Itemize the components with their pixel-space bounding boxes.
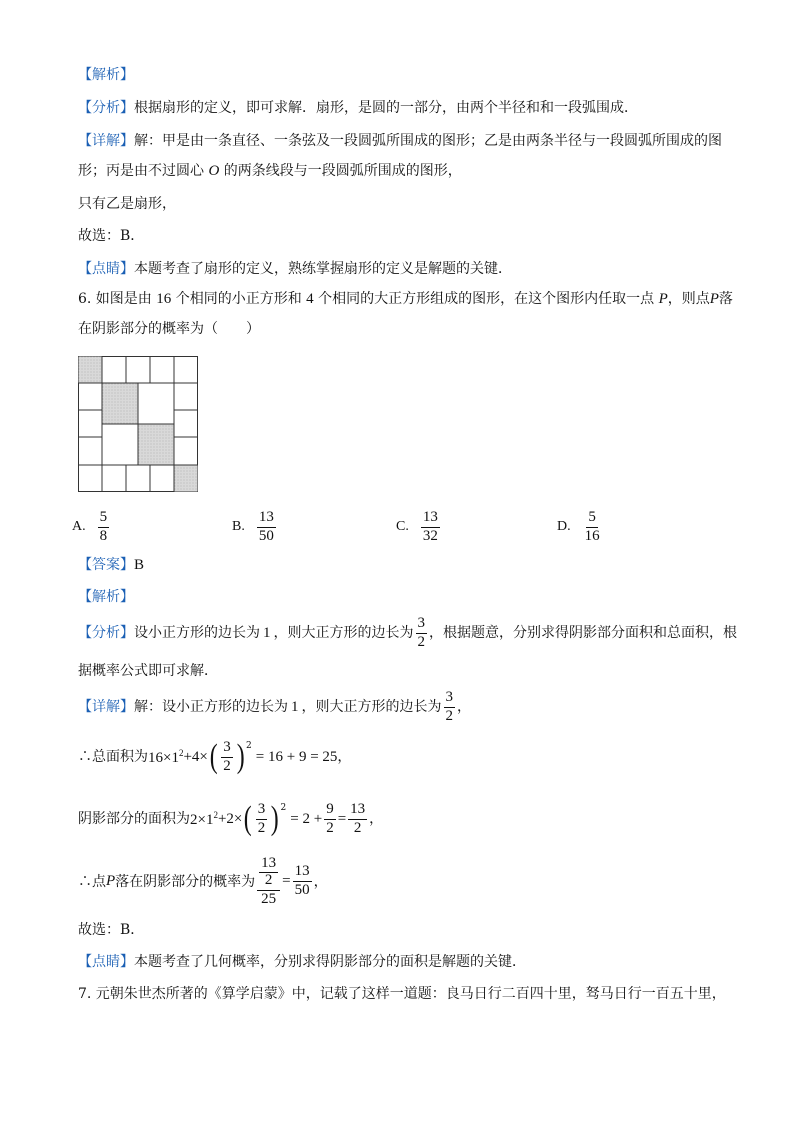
q6-xiangjie-tag: 【详解】 [78, 699, 134, 716]
q6-shade-nine-halves: $\frac{9}{2}$ [326, 801, 334, 836]
q6-dianjing [78, 955, 526, 969]
q6-n4: 4 [306, 291, 314, 307]
q6-total-three-halves: $\frac{3}{2}$ [223, 739, 231, 774]
q6-total-result: = 16 + 9 = 25 [255, 748, 338, 765]
q5-dianjing [78, 262, 512, 276]
q5-jiexi-tag: 【解析】 [78, 67, 134, 83]
q6-total-prefix: ∴总面积为 [78, 749, 148, 766]
option-c-label: C. [396, 519, 409, 535]
q6-square-grid-figure [78, 356, 198, 492]
q5-xiangjie-line2 [78, 164, 462, 179]
q6-fenxi-one: 1 [263, 624, 271, 641]
q6-stem-line1 [78, 292, 733, 307]
q5-dianjing-text: 本题考查了扇形的定义，熟练掌握扇形的定义是解题的关键． [134, 261, 512, 277]
option-a-fraction: $\frac{5}{8}$ [99, 509, 108, 544]
q6-shade-right-paren: ) [270, 800, 279, 838]
q6-xiangjie-comma: ， [457, 699, 471, 716]
q6-total-expr-a: $16\times 1^2$ [148, 747, 184, 766]
option-d-fraction: $\frac{5}{16}$ [584, 509, 600, 544]
q5-fenxi-tag: 【分析】 [78, 100, 134, 116]
q6-fenxi-c: ，根据题意，分别求得阴影部分面积和总面积，根 [429, 625, 737, 642]
option-b-fraction: $\frac{13}{50}$ [258, 509, 274, 544]
option-a-label: A. [72, 519, 86, 535]
q6-stem-c: 个相同的大正方形组成的图形，在这个图形内任取一点 [318, 291, 655, 307]
q5-xiangjie-text2a: 形；丙是由不过圆心 [78, 163, 204, 179]
q6-stem-a: 6. 如图是由 [78, 291, 152, 307]
q6-stem-e: 落 [718, 291, 733, 307]
option-a [72, 510, 111, 545]
q6-xiangjie-b: ，则大正方形的边长为 [301, 699, 442, 716]
q6-total-area-line [78, 740, 351, 775]
q6-answer-tag: 【答案】 [78, 557, 134, 573]
q6-prob-prefix: ∴点 [78, 873, 106, 890]
option-b-label: B. [232, 519, 245, 535]
q5-fenxi [78, 101, 638, 115]
q6-fenxi-a: 设小正方形的边长为 [134, 625, 260, 642]
big-square-3 [138, 383, 174, 424]
shaded-small-square-1 [78, 356, 102, 383]
q6-shade-comma: ， [369, 811, 384, 828]
q5-only: 只有乙是扇形， [78, 196, 176, 212]
q6-fenxi-line2: 据概率公式即可求解． [78, 663, 218, 679]
shaded-small-square-2 [174, 465, 198, 492]
option-c-fraction: $\frac{13}{32}$ [422, 509, 438, 544]
q6-answer [78, 558, 144, 573]
big-square-4 [102, 424, 138, 465]
option-b [232, 510, 278, 545]
q5-xiangjie-tag: 【详解】 [78, 133, 134, 149]
q6-shade-expr-a: $2\times 1^2$ [190, 809, 218, 828]
q6-jiexi-tag: 【解析】 [78, 589, 134, 605]
q6-total-left-paren: ( [209, 738, 218, 776]
q5-fenxi-text: 根据扇形的定义，即可求解．扇形，是圆的一部分，由两个半径和和一段弧围成． [134, 100, 638, 116]
q5-xiangjie-line1 [78, 134, 722, 148]
q6-shade-thirteen-halves: $\frac{13}{2}$ [350, 801, 366, 836]
q6-xiangjie-three-halves: $\frac{3}{2}$ [445, 689, 453, 724]
q6-choose: 故选：B． [78, 922, 145, 938]
q6-answer-value: B [134, 557, 145, 573]
shaded-big-square-1 [102, 383, 138, 424]
q5-center-letter: O [208, 163, 220, 179]
q6-prob-comma: ， [313, 873, 328, 890]
q6-shade-square: 2 [280, 803, 287, 813]
q6-shade-expr-b: +2× [217, 810, 243, 827]
q6-shaded-area-line: 阴影部分的面积为 $2\times 1^2$ +2× ( $\frac{3}{2}$ ) $^2$ = 2 + $\frac{9}{2}$ = $\frac{13}{2}$ ， [78, 800, 384, 838]
q6-n16: 16 [156, 291, 172, 307]
q6-fenxi-b: ，则大正方形的边长为 [273, 625, 414, 642]
option-c [396, 510, 442, 545]
q6-fenxi-line1 [78, 616, 737, 651]
q6-prob-mid: 落在阴影部分的概率为 [115, 873, 256, 890]
q6-prob-point-p: P [106, 873, 116, 890]
q6-xiangjie-a: 解：设小正方形的边长为 [134, 699, 288, 716]
q5-xiangjie-text2b: 的两条线段与一段圆弧所围成的图形， [223, 163, 462, 179]
q6-stem-b: 个相同的小正方形和 [175, 291, 302, 307]
option-d [557, 510, 604, 545]
q6-stem-line2: 在阴影部分的概率为（ ） [78, 321, 260, 337]
q5-xiangjie-text1: 解：甲是由一条直径、一条弦及一段圆弧所围成的图形；乙是由两条半径与一段圆弧所围成的图 [134, 133, 722, 149]
q6-shade-left-paren: ( [244, 800, 253, 838]
q6-stem-d: ，则点 [667, 291, 710, 307]
q6-xiangjie-line1 [78, 690, 471, 725]
shaded-big-square-2 [138, 424, 174, 465]
q7-stem: 7. 元朝朱世杰所著的《算学启蒙》中，记载了这样一道题：良马日行二百四十里，驽马日行一百五十里， [78, 986, 726, 1002]
q6-prob-result: $\frac{13}{50}$ [294, 863, 310, 899]
q6-total-comma: ， [337, 749, 352, 766]
q6-shade-mid: = 2 + [290, 810, 323, 827]
q6-shade-three-halves: $\frac{3}{2}$ [257, 801, 266, 836]
q6-fenxi-tag: 【分析】 [78, 625, 134, 642]
q6-dianjing-text: 本题考查了几何概率，分别求得阴影部分的面积是解题的关键． [134, 954, 526, 970]
q6-point-p: P [658, 291, 668, 307]
q5-choose: 故选：B． [78, 228, 145, 244]
q6-fenxi-three-halves: $\frac{3}{2}$ [417, 615, 425, 650]
q6-total-expr-b: +4× [183, 748, 208, 765]
option-d-label: D. [557, 519, 571, 535]
q6-point-p-2: P [709, 291, 719, 307]
q6-dianjing-tag: 【点睛】 [78, 954, 134, 970]
q6-total-square: 2 [246, 741, 252, 751]
q6-prob-complex-fraction: 13 2 25 [257, 856, 280, 907]
q6-shade-prefix: 阴影部分的面积为 [78, 811, 190, 828]
q6-xiangjie-one: 1 [291, 698, 299, 715]
q6-probability-line: ∴点 P 落在阴影部分的概率为 13 2 25 = $\frac{13}{50}$ ， [78, 855, 328, 907]
q5-dianjing-tag: 【点睛】 [78, 261, 134, 277]
q6-total-right-paren: ) [236, 738, 245, 776]
